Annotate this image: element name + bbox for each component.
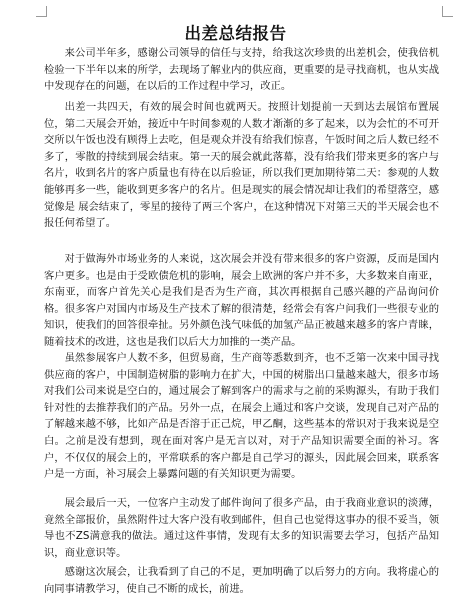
paragraph-customer-insights: 虽然参展客户人数不多，但贸易商，生产商等悉数到齐，也不乏第一次来中国寻找供应商的客户，中国制造树脂的影响力在扩大，中国的树脂出口量越来越大，很多市场对我们公司来说是空白的，通过展会了解到客户的需求与之前的采购源头，有助于我们针对性的去推荐我们的产品。另外一点，在展会上通过和客户交谈，发现自己对产品的了解越来越不够，比如产品是否溶于正己烷，甲乙酮，这些基本的常识对于我来说是空白。之前是没有想到，现在面对客户是无言以对，对于产品知识需要全面的补习。客户，不仅仅的展会上的，平常联系的客户都是自己学习的源头，因此展会回来，联系客户是一方面，补习展会上暴露问题的有关知识更为需要。 bbox=[44, 352, 439, 481]
paragraph-conclusion: 感谢这次展会，让我看到了自己的不足，更加明确了以后努力的方向。我将虚心的向同事请教学习，使自己不断的成长，前进。 bbox=[44, 566, 439, 595]
paragraph-schedule: 出差一共四天，有效的展会时间也就两天。按照计划提前一天到达去展馆布置展位，第二天展会开始，接近中午时间参观的人数才渐渐的多了起来，以为会忙的不可开交所以午饭也没有顾得上去吃，但是观众并没有给我们惊喜，午饭时间之后人数已经不多了，零散的持续到展会结束。第一天的展会就此落幕，没有给我们带来更多的客户与名片，收到名片的客户质量也有待在以后验证，所以我们更加期待第二天：参观的人数能够再多一些，能收到更多客户的名片。但是现实的展会情况却让我们的希望落空，感觉像是 展会结束了，零星的接待了两三个客户，在这种情况下对第三天的半天展会也不报任何希望了。 bbox=[44, 101, 439, 230]
page-corner-mark-right bbox=[442, 6, 453, 17]
document-title: 出差总结报告 bbox=[184, 24, 287, 44]
paragraph-overseas-market: 对于做海外市场业务的人来说，这次展会并没有带来很多的客户资源，反而是国内客户更多。也是由于受欧债危机的影响，展会上欧洲的客户并不多，大多数来自南亚，东南亚，而客户首先关心是我们是否为生产商，其次再根据自己感兴趣的产品询问价格。很多客户对国内市场及生产技术了解的很清楚，经常会有客户问我们一些很专业的知识，使我们的回答很牵扯。另外颜色浅气味低的加氢产品正被越来越多的客户青睐，随着技术的改进，这也是我们以后大力加推的一类产品。 bbox=[44, 253, 439, 348]
paragraph-last-day: 展会最后一天，一位客户主动发了邮件询问了很多产品，由于我商业意识的淡薄，竟然全部报价，虽然附件过大客户没有收到邮件，但自己也觉得这事办的很不妥当，领导也不ZS满意我的做法。通过这件事情，发现有太多的知识需要去学习，包括产品知识，商业意识等。 bbox=[44, 497, 439, 559]
page-corner-mark-left bbox=[36, 6, 47, 17]
paragraph-intro: 来公司半年多，感谢公司领导的信任与支持，给我这次珍贵的出差机会，使我倍机检验一下半年以来的所学，去现场了解业内的供应商，更重要的是寻找商机，也从实战中发现存在的问题，在以后的工作过程中学习，改正。 bbox=[44, 47, 439, 93]
